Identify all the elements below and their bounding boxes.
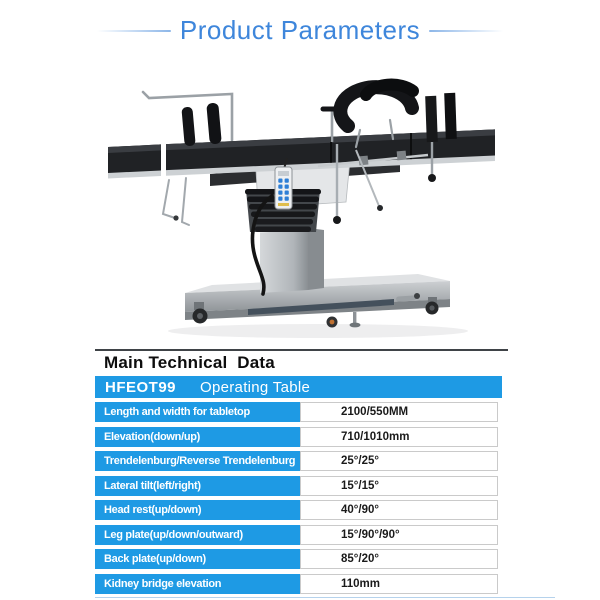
floor-shadow — [168, 324, 468, 338]
title-rule-left — [97, 30, 171, 32]
leveling-foot — [350, 323, 361, 328]
spec-row — [95, 574, 508, 594]
arm-support-pads — [181, 103, 221, 147]
spec-rows — [95, 402, 508, 594]
spec-row — [95, 476, 508, 496]
spec-row — [95, 500, 508, 520]
spec-value: 25°/25° — [300, 451, 498, 471]
spec-label: Lateral tilt(left/right) — [95, 476, 300, 496]
section-title: Main Technical Data — [104, 353, 275, 372]
spec-label: Leg plate(up/down/outward) — [95, 525, 300, 545]
spec-label: Elevation(down/up) — [95, 427, 300, 447]
spec-value: 15°/90°/90° — [300, 525, 498, 545]
product-image — [60, 50, 540, 344]
spec-value: 2100/550MM — [300, 402, 498, 422]
bottom-rule — [95, 597, 555, 598]
spec-label: Trendelenburg/Reverse Trendelenburg — [95, 451, 300, 471]
spec-row — [95, 549, 508, 569]
spec-row — [95, 525, 508, 545]
spec-table-header — [95, 376, 502, 398]
spec-value: 15°/15° — [300, 476, 498, 496]
spec-row — [95, 451, 508, 471]
page-title: Product Parameters — [179, 15, 421, 45]
title-rule-right — [429, 30, 503, 32]
spec-row — [95, 427, 508, 447]
section-divider — [95, 349, 508, 351]
spec-label: Kidney bridge elevation — [95, 574, 300, 594]
spec-value: 110mm — [300, 574, 498, 594]
spec-label: Head rest(up/down) — [95, 500, 300, 520]
product-type: Operating Table — [200, 378, 311, 396]
spec-value: 710/1010mm — [300, 427, 498, 447]
spec-value: 40°/90° — [300, 500, 498, 520]
spec-value: 85°/20° — [300, 549, 498, 569]
technical-data-section — [95, 349, 508, 598]
spec-label: Length and width for tabletop — [95, 402, 300, 422]
operating-table-illustration — [60, 50, 540, 342]
lift-column — [260, 228, 324, 293]
spec-row — [95, 402, 508, 422]
spec-label: Back plate(up/down) — [95, 549, 300, 569]
page-header — [0, 15, 600, 46]
model-code: HFEOT99 — [105, 378, 177, 396]
